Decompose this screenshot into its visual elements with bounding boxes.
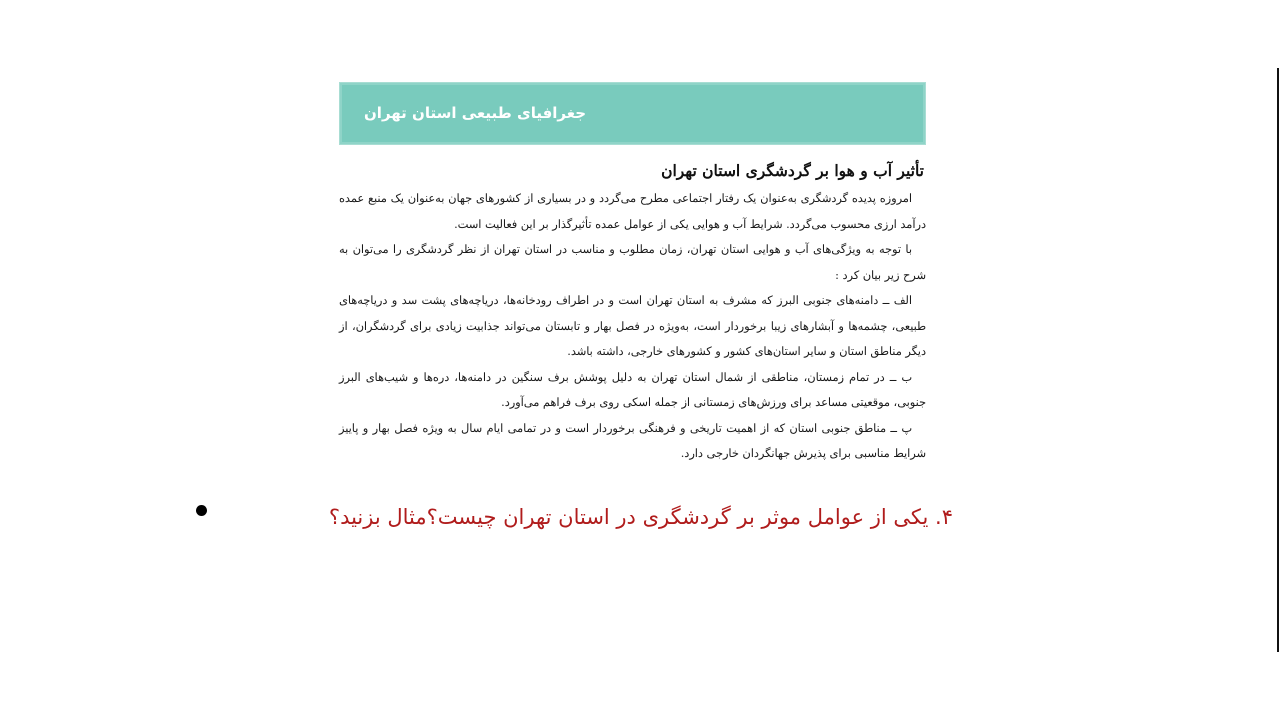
body-text xyxy=(339,186,926,467)
paragraph-intro: امروزه پدیده گردشگری به‌عنوان یک رفتار اجتماعی مطرح می‌گردد و در بسیاری از کشورهای جهان به‌عنوان یک منبع عمده درآمد ارزی محسوب می‌گردد. شرایط آب و هوایی یکی از عوامل عمده تأثیرگذار بر این فعالیت است. xyxy=(339,192,926,231)
section-heading: تأثیر آب و هوا بر گردشگری استان تهران xyxy=(661,161,924,180)
right-edge-line xyxy=(1277,68,1279,652)
paragraph-be: ب ــ در تمام زمستان، مناطقی از شمال استان تهران به دلیل پوشش برف سنگین در دامنه‌ها، دره‌ها و شیب‌های البرز جنوبی، موقعیتی مساعد برای ورزش‌های زمستانی از جمله اسکی روی برف فراهم می‌آورد. xyxy=(339,370,926,409)
bullet-dot-icon xyxy=(196,505,207,516)
question-text: ۴. یکی از عوامل موثر بر گردشگری در استان تهران چیست؟مثال بزنید؟ xyxy=(328,505,953,529)
header-title: جغرافیای طبیعی استان تهران xyxy=(364,104,587,122)
paragraph-list-lead: با توجه به ویژگی‌های آب و هوایی استان تهران، زمان مطلوب و مناسب در استان تهران از نظر گردشگری را می‌توان به شرح زیر بیان کرد : xyxy=(339,243,926,282)
paragraph-alef: الف ــ دامنه‌های جنوبی البرز که مشرف به استان تهران است و در اطراف رودخانه‌ها، دریاچه‌های پشت سد و دریاچه‌های طبیعی، چشمه‌ها و آبشارهای زیبا برخوردار است، به‌ویژه در فصل بهار و تابستان می‌تواند جذابیت زیادی برای گردشگران، از دیگر مناطق استان و سایر استان‌های کشور و کشورهای خارجی، داشته باشد. xyxy=(339,294,926,358)
paragraph-pe: پ ــ مناطق جنوبی استان که از اهمیت تاریخی و فرهنگی برخوردار است و در تمامی ایام سال به ویژه فصل بهار و پاییز شرایط مناسبی برای پذیرش جهانگردان خارجی دارد. xyxy=(339,421,926,460)
